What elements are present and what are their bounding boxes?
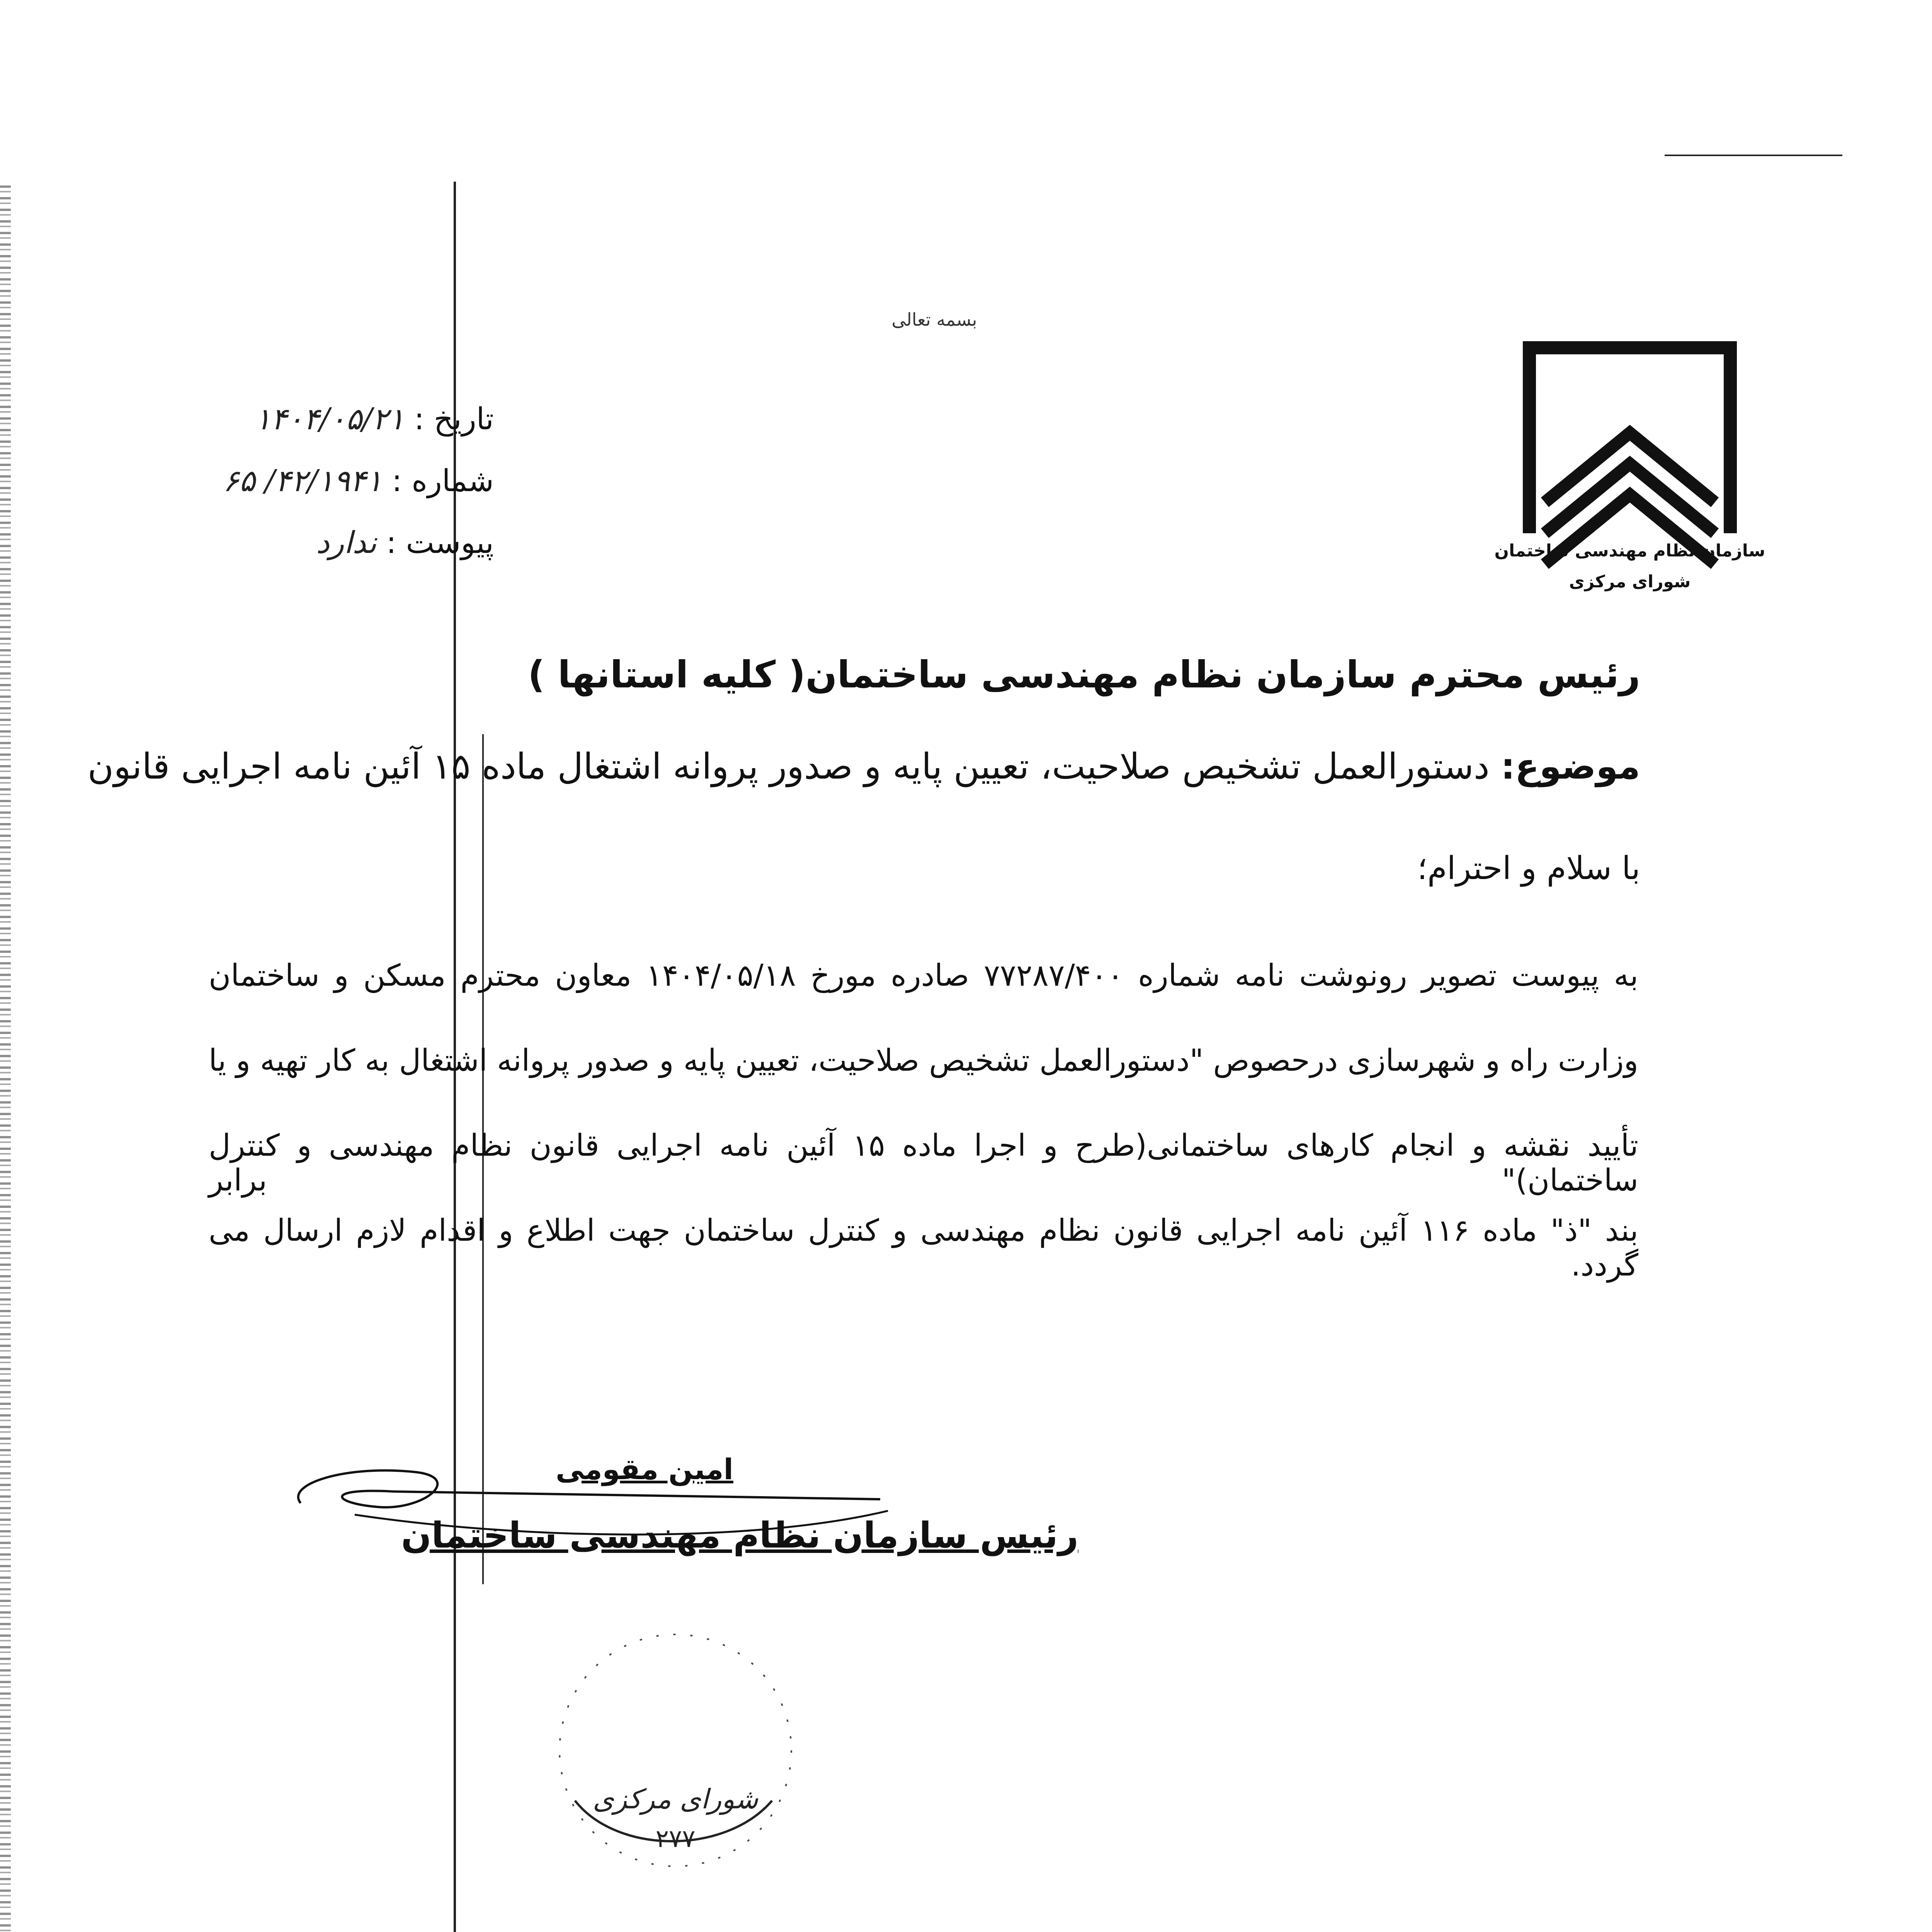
body-line-1: به پیوست تصویر رونوشت نامه شماره ۷۷۲۸۷/۴۰۰ صادره مورخ ۱۴۰۴/۰۵/۱۸ معاون محترم مسکن و ساختمان xyxy=(209,958,1638,993)
body-line-4: بند "ذ" ماده ۱۱۶ آئین نامه اجرایی قانون نظام مهندسی و کنترل ساختمان جهت اطلاع و اقدام لازم ارسال می گردد. xyxy=(209,1213,1638,1283)
meta-date xyxy=(123,402,494,437)
scan-top-mark xyxy=(1665,155,1842,156)
meta-attachment-label: پیوست : xyxy=(386,526,494,560)
stamp-text: شورای مرکزی xyxy=(593,1783,758,1815)
meta-number-label: شماره : xyxy=(392,464,494,498)
meta-date-label: تاریخ : xyxy=(414,402,494,437)
greeting: با سلام و احترام؛ xyxy=(1417,850,1640,887)
signatory-name: امین مقومی xyxy=(556,1453,733,1486)
body-line-3: تأیید نقشه و انجام کارهای ساختمانی(طرح و اجرا ماده ۱۵ آئین نامه اجرایی قانون نظام مهندسی و کنترل ساختمان)" برابر xyxy=(209,1128,1638,1198)
meta-attachment-value: ندارد xyxy=(316,526,377,560)
logo-caption-council: شورای مرکزی xyxy=(1569,572,1691,592)
signatory-title: رئیس سازمان نظام مهندسی ساختمان xyxy=(401,1515,1078,1556)
meta-date-value: ۱۴۰۴/۰۵/۲۱ xyxy=(255,402,405,437)
scan-edge-noise xyxy=(0,185,11,1932)
meta-attachment xyxy=(123,526,494,560)
meta-number-value: ۴۲/۱۹۴۱/ ۶۵ xyxy=(223,464,383,498)
body-line-2: وزارت راه و شهرسازی درحصوص "دستورالعمل تشخیص صلاحیت، تعیین پایه و صدور پروانه اشتغال به کار تهیه و یا xyxy=(209,1043,1638,1078)
stamp-number: ۲۷۷ xyxy=(655,1825,696,1853)
subject xyxy=(56,746,1640,787)
logo-caption-org: سازمان نظام مهندسی ساختمان xyxy=(1494,541,1765,561)
addressee: رئیس محترم سازمان نظام مهندسی ساختمان( کلیه استانها ) xyxy=(528,653,1640,696)
subject-label: موضوع: xyxy=(1501,746,1640,787)
subject-text: دستورالعمل تشخیص صلاحیت، تعیین پایه و صدور پروانه اشتغال ماده ۱۵ آئین نامه اجرایی قانون xyxy=(87,746,1490,787)
meta-number xyxy=(123,464,494,498)
round-stamp-icon xyxy=(540,1615,811,1886)
bismillah: بسمه تعالی xyxy=(891,309,977,330)
